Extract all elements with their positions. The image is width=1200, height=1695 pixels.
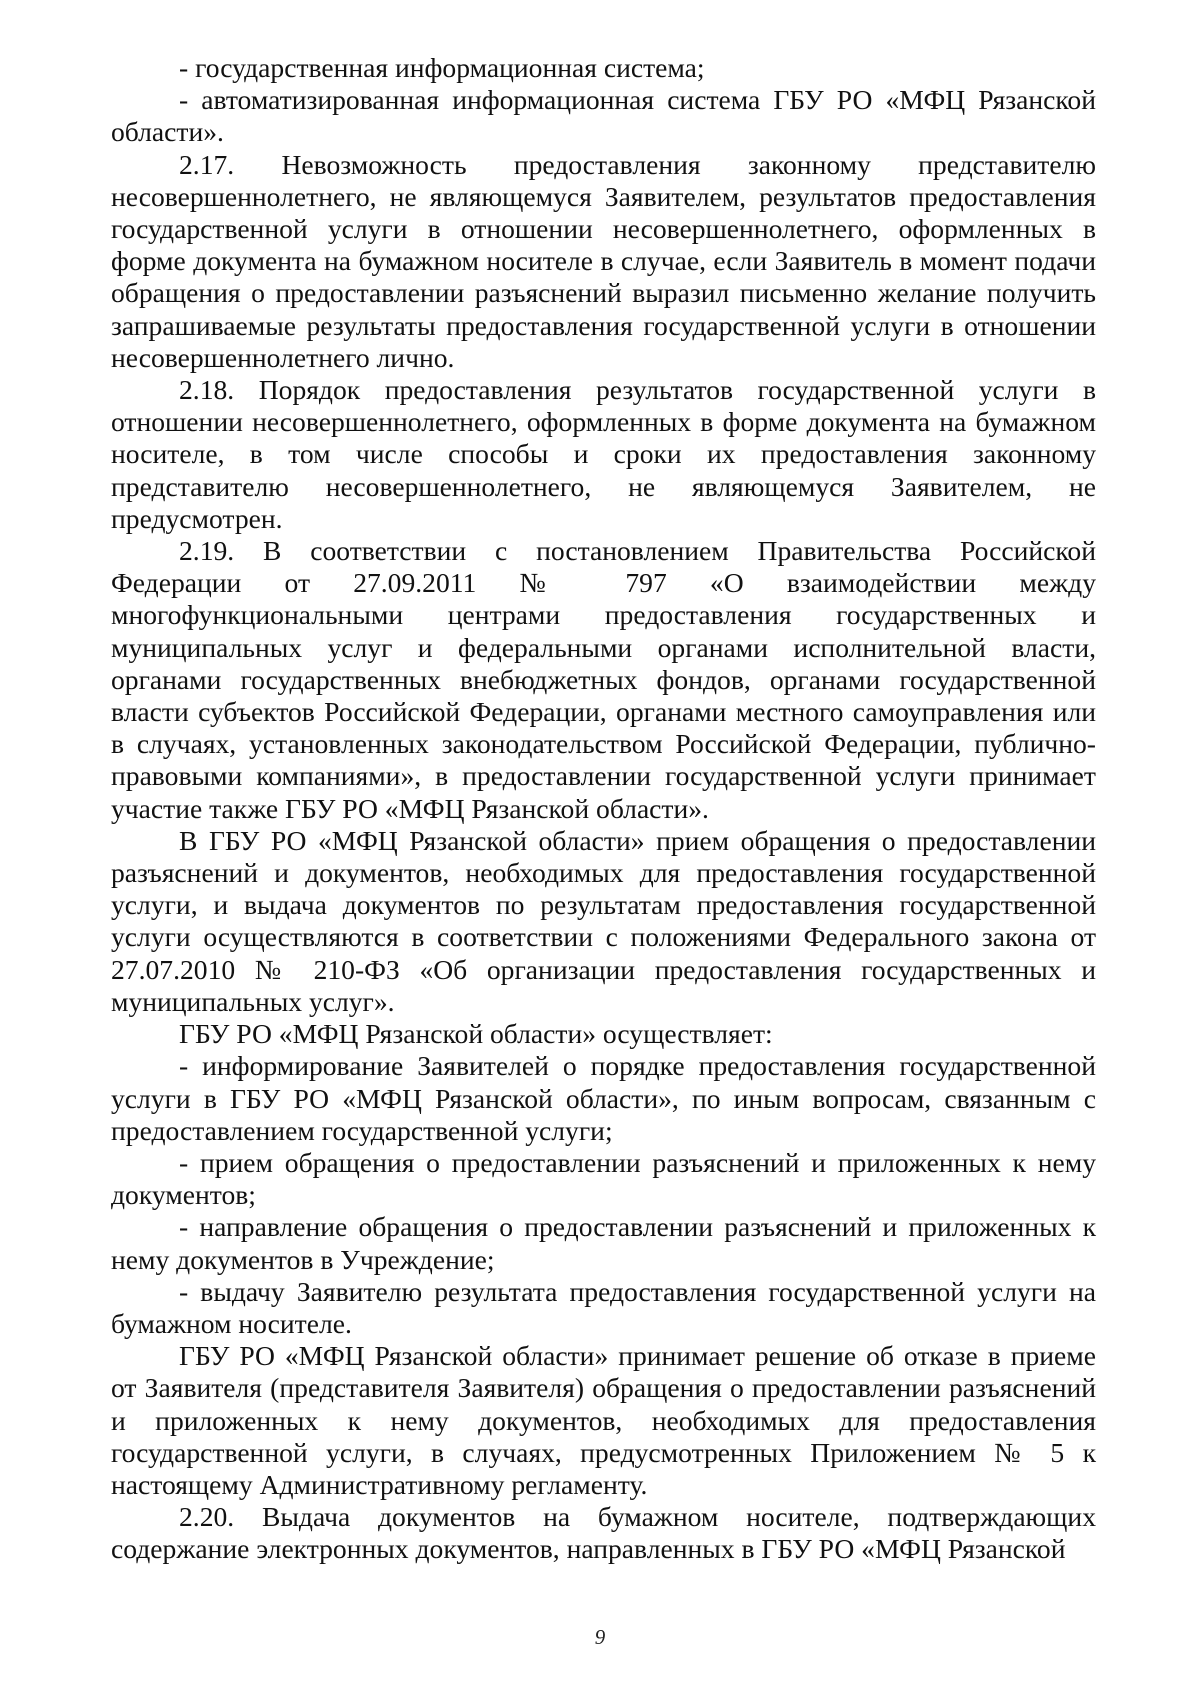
- document-page: [111, 52, 1096, 1566]
- paragraph-mfc-refusal: ГБУ РО «МФЦ Рязанской области» принимает решение об отказе в приеме от Заявителя (представителя Заявителя) обращения о предоставлении разъяснений и приложенных к нему документов, необходимых для предоставления государственной услуги, в случаях, предусмотренных Приложением № 5 к настоящему Административному регламенту.: [111, 1340, 1096, 1500]
- page-number: 9: [594, 1625, 606, 1649]
- paragraph-2-19: 2.19. В соответствии с постановлением Правительства Российской Федерации от 27.09.2011 № 797 «О взаимодействии между многофункциональными центрами предоставления государственных и муниципальных услуг и федеральными органами исполнительной власти, органами государственных внебюджетных фондов, органами государственной власти субъектов Российской Федерации, органами местного самоуправления или в случаях, установленных законодательством Российской Федерации, публично-правовыми компаниями», в предоставлении государственной услуги принимает участие также ГБУ РО «МФЦ Рязанской области».: [111, 535, 1096, 824]
- paragraph-list-item-gis: - государственная информационная система;: [179, 52, 705, 83]
- paragraph-2-17: 2.17. Невозможность предоставления законному представителю несовершеннолетнего, не являющемуся Заявителем, результатов предоставления государственной услуги в отношении несовершеннолетнего, оформленных в форме документа на бумажном носителе в случае, если Заявитель в момент подачи обращения о предоставлении разъяснений выразил письменно желание получить запрашиваемые результаты предоставления государственной услуги в отношении несовершеннолетнего лично.: [111, 148, 1096, 373]
- paragraph-list-item-issuing: - выдачу Заявителю результата предоставления государственной услуги на бумажном носителе.: [111, 1275, 1096, 1339]
- paragraph-2-18: 2.18. Порядок предоставления результатов государственной услуги в отношении несовершеннолетнего, оформленных в форме документа на бумажном носителе, в том числе способы и сроки их предоставления законному представителю несовершеннолетнего, не являющемуся Заявителем, не предусмотрен.: [111, 374, 1096, 534]
- paragraph-2-20: 2.20. Выдача документов на бумажном носителе, подтверждающих содержание электронных документов, направленных в ГБУ РО «МФЦ Рязанской: [111, 1501, 1096, 1565]
- paragraph-list-item-informing: - информирование Заявителей о порядке предоставления государственной услуги в ГБУ РО «МФЦ Рязанской области», по иным вопросам, связанным с предоставлением государственной услуги;: [111, 1050, 1096, 1146]
- paragraph-list-item-reception: - прием обращения о предоставлении разъяснений и приложенных к нему документов;: [111, 1146, 1096, 1211]
- paragraph-mfc-performs: ГБУ РО «МФЦ Рязанской области» осуществляет:: [179, 1018, 773, 1050]
- paragraph-list-item-forwarding: - направление обращения о предоставлении разъяснений и приложенных к нему документов в Учреждение;: [111, 1211, 1096, 1275]
- paragraph-mfc-reception: В ГБУ РО «МФЦ Рязанской области» прием обращения о предоставлении разъяснений и документов, необходимых для предоставления государственной услуги, и выдача документов по результатам предоставления государственной услуги осуществляются в соответствии с положениями Федерального закона от 27.07.2010 № 210-ФЗ «Об организации предоставления государственных и муниципальных услуг».: [111, 824, 1096, 1017]
- paragraph-list-item-ais: - автоматизированная информационная система ГБУ РО «МФЦ Рязанской области».: [111, 84, 1096, 148]
